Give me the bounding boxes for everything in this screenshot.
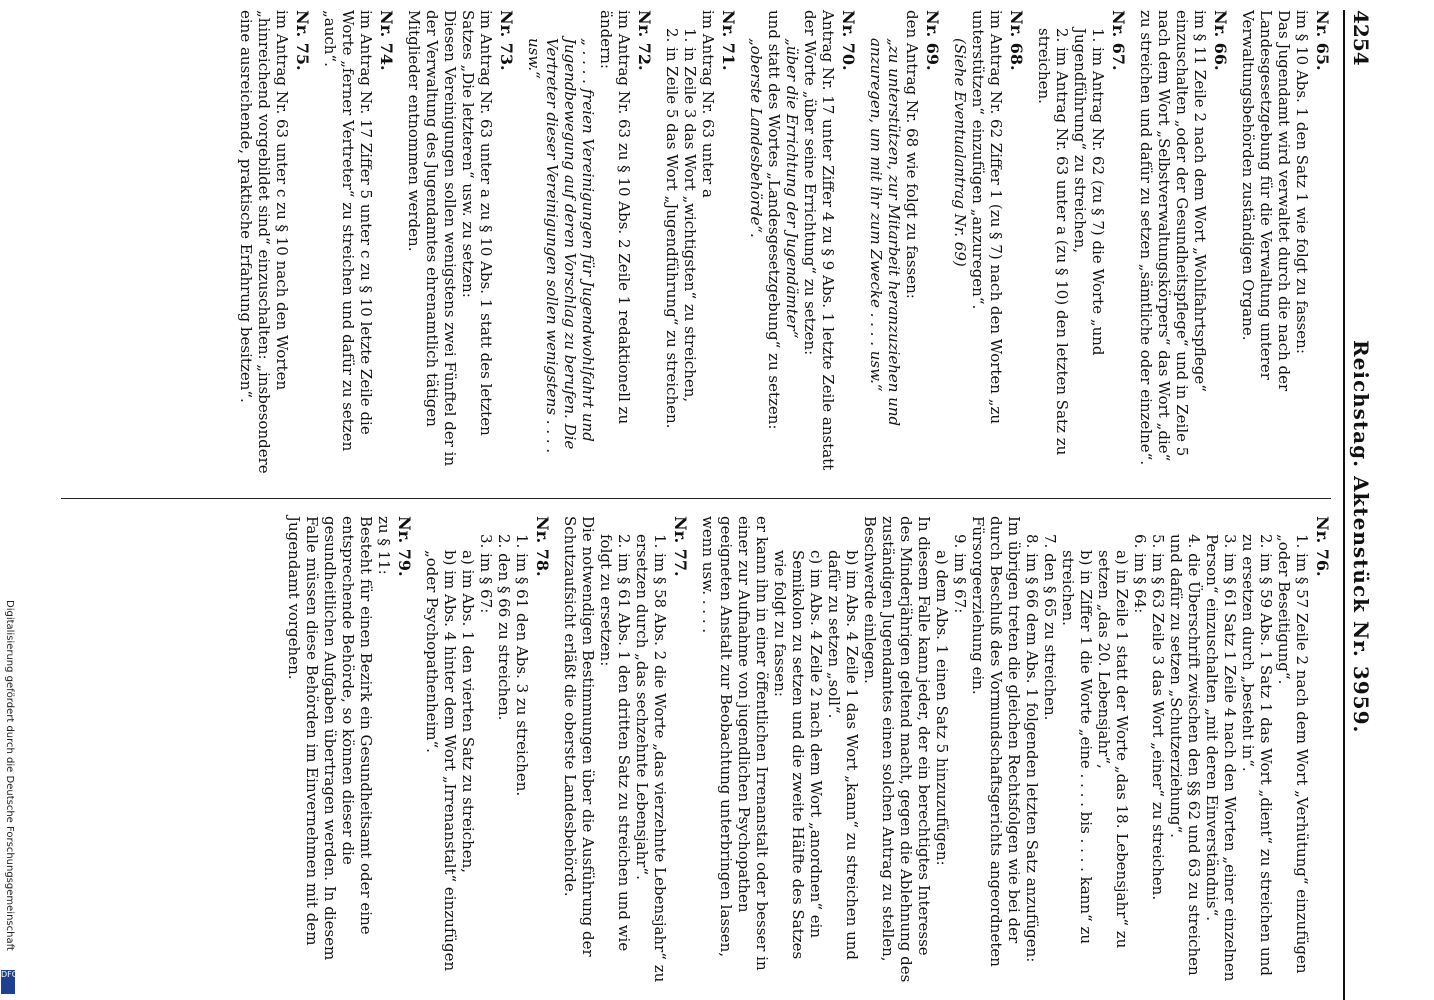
- motion-number: Nr. 69.: [923, 10, 942, 71]
- page-title: Reichstag. Aktenstück Nr. 3959.: [1349, 340, 1373, 734]
- motion-line: Die notwendigen Bestimmungen über die Ausführung der Schutzaufsicht erläßt die oberste Landesbehörde.: [561, 516, 597, 957]
- motion-line: 1. in Zeile 3 das Wort „wichtigsten“ zu streichen,: [681, 28, 699, 403]
- motion-line: 6. im § 64:: [1131, 534, 1149, 614]
- motion-line: „über die Errichtung der Jugendämter“: [783, 38, 801, 339]
- motion-line: 3. im § 61 Satz 1 Zeile 4 nach den Worten „einer einzelnen Person“ einzuschalten „mit deren Einverständnis“.: [1203, 534, 1239, 982]
- motion-line: er kann ihn in einer öffentlichen Irrenanstalt oder besser in einer zur Aufnahme von jugendlichen Psychopathen geeigneten Anstalt zur Beobachtung unterbringen lassen, wenn usw. . . . .: [699, 516, 771, 971]
- motion-line: im Antrag Nr. 62 Ziffer 1 (zu § 7) nach den Worten „zu unterstützen“ einzufügen „anzuregen“.: [969, 10, 1005, 425]
- motion-line: 9. im § 67:: [951, 534, 969, 614]
- motion-block: [747, 10, 857, 480]
- motion-block: [237, 10, 311, 480]
- motion-number: Nr. 79.: [395, 516, 414, 577]
- motion-line: b) im Abs. 4 Zeile 1 das Wort „kann“ zu streichen und dafür zu setzen „soll“.: [825, 550, 861, 961]
- motion-line: 2. im § 61 Abs. 1 den dritten Satz zu streichen und wie folgt zu ersetzen:: [597, 534, 633, 952]
- credit-text: Digitalisierung gefördert durch die Deutsche Forschungsgemeinschaft: [4, 600, 15, 951]
- motion-block: [525, 10, 653, 480]
- page-number: 4254: [1349, 10, 1373, 66]
- motion-line: 7. den § 65 zu streichen.: [1041, 534, 1059, 721]
- motion-number: Nr. 68.: [1007, 10, 1026, 71]
- motion-line: a) im Abs. 1 den vierten Satz zu streichen,: [459, 550, 477, 874]
- motion-line: 1. im § 57 Zeile 2 nach dem Wort „Verhütung“ einzufügen „oder Beseitigung“.: [1275, 534, 1311, 974]
- motion-line: 2. im Antrag Nr. 63 unter a (zu § 10) den letzten Satz zu streichen.: [1035, 28, 1071, 456]
- motion-block: [699, 516, 1331, 986]
- motion-line: a) in Zeile 1 statt der Worte „das 18. Lebensjahr“ zu setzen „das 20. Lebensjahr“,: [1095, 550, 1131, 949]
- right-column: [275, 516, 1331, 986]
- motion-number: Nr. 72.: [635, 10, 654, 71]
- rotated-document: [55, 10, 1375, 1000]
- motion-line: Diesen Vereinigungen sollen wenigstens zwei Fünftel der in der Verwaltung des Jugendamtes ehrenamtlich tätigen Mitglieder entnommen werden.: [405, 10, 459, 467]
- motion-block: [285, 516, 413, 986]
- column-divider: [61, 498, 1331, 499]
- motion-block: [321, 10, 395, 480]
- motion-line: im Antrag Nr. 17 Ziffer 5 unter c zu § 10 letzte Zeile die Worte „ferner Vertreter“ zu streichen und dafür zu setzen „auch“.: [321, 10, 375, 452]
- motion-line: In diesem Falle kann jeder, der ein berechtigtes Interesse des Minderjährigen geltend macht, gegen die Ablehnung des zuständigen Jugendamtes einen solchen Antrag zu stellen, Beschwerde einlegen.: [861, 516, 933, 983]
- motion-number: Nr. 76.: [1313, 516, 1332, 577]
- motion-line: b) in Ziffer 1 die Worte „eine . . . . bis . . . . kann“ zu streichen.: [1059, 550, 1095, 945]
- motion-line: (Siehe Eventualantrag Nr. 69): [951, 38, 969, 267]
- motion-line: 1. im § 58 Abs. 2 die Worte „das vierzehnte Lebensjahr“ zu ersetzen durch „das sechzehnte Lebensjahr“.: [633, 534, 669, 983]
- motion-block: [663, 10, 737, 480]
- motion-line: Im übrigen treten die gleichen Rechtsfolgen wie bei der durch Beschluß des Vormundschaftsgerichts angeordneten Fürsorgeerziehung ein.: [969, 516, 1023, 967]
- motion-line: im Antrag Nr. 63 unter a zu § 10 Abs. 1 statt des letzten Satzes „Die letzteren“ usw. zu setzen:: [459, 10, 495, 436]
- motion-line: „ . . . . freien Vereinigungen für Jugendwohlfahrt und Jugendbewegung auf deren Vorschlag zu berufen. Die Vertreter dieser Vereinigungen sollen wenigstens . . . . usw.“: [525, 38, 597, 454]
- motion-number: Nr. 67.: [1109, 10, 1128, 71]
- motion-number: Nr. 71.: [719, 10, 738, 71]
- motion-number: Nr. 66.: [1211, 10, 1230, 71]
- motion-line: im § 10 Abs. 1 den Satz 1 wie folgt zu fassen:: [1293, 10, 1311, 354]
- motion-number: Nr. 70.: [839, 10, 858, 71]
- motion-block: [867, 10, 941, 480]
- motion-block: [1137, 10, 1229, 480]
- motion-line: 2. den § 66 zu streichen.: [495, 534, 513, 721]
- motion-line: 3. im § 67:: [477, 534, 495, 614]
- motion-number: Nr. 75.: [293, 10, 312, 71]
- motion-line: c) im Abs. 4 Zeile 2 nach dem Wort „anordnen“ ein Semikolon zu setzen und die zweite Hälfte des Satzes wie folgt zu fassen:: [771, 550, 825, 960]
- motion-line: Besteht für einen Bezirk ein Gesundheitsamt oder eine entsprechende Behörde, so können dieser die gesundheitlichen Aufgaben übertragen werden. In diesem Falle müssen diese Behörden im Einvernehmen mit dem Jugendamt vorgehen.: [285, 516, 375, 961]
- motion-block: [405, 10, 515, 480]
- motion-number: Nr. 77.: [671, 516, 690, 577]
- motion-line: 1. im § 61 den Abs. 3 zu streichen.: [513, 534, 531, 797]
- motion-block: [951, 10, 1025, 480]
- left-column: [227, 10, 1331, 480]
- motion-block: [1035, 10, 1127, 480]
- motion-line: zu § 11:: [375, 516, 393, 575]
- motion-line: „zu unterstützen, zur Mitarbeit heranzuziehen und anzuregen, um mit ihr zum Zwecke . . . . usw.“: [867, 38, 903, 427]
- motion-line: a) dem Abs. 1 einen Satz 5 hinzuzufügen:: [933, 550, 951, 866]
- dfg-logo-text: DFG: [1, 970, 18, 979]
- dfg-logo: [1, 970, 18, 994]
- motion-line: 2. in Zeile 5 das Wort „Jugendführung“ zu streichen.: [663, 28, 681, 429]
- motion-line: im § 11 Zeile 2 nach dem Wort „Wohlfahrtspflege“ einzuschalten „oder der Gesundheitspflege“ und in Zeile 5 nach dem Wort „Selbstverwaltungskörpers“ das Wort „die“ zu streichen und dafür zu setzen „sämtliche oder einzelne“.: [1137, 10, 1209, 466]
- motion-line: den Antrag Nr. 68 wie folgt zu fassen:: [903, 10, 921, 299]
- motion-block: [1239, 10, 1331, 480]
- motion-line: im Antrag Nr. 63 unter a: [699, 10, 717, 198]
- motion-line: 5. im § 63 Zeile 3 das Wort „einer“ zu streichen.: [1149, 534, 1167, 901]
- motion-line: 1. im Antrag Nr. 62 (zu § 7) die Worte „und Jugendführung“ zu streichen,: [1071, 28, 1107, 356]
- motion-number: Nr. 74.: [377, 10, 396, 71]
- motion-line: im Antrag Nr. 63 zu § 10 Abs. 2 Zeile 1 redaktionell zu ändern:: [597, 10, 633, 425]
- motion-line: „oberste Landesbehörde“.: [747, 38, 765, 238]
- motion-line: 8. im § 66 dem Abs. 1 folgenden letzten Satz anzufügen:: [1023, 534, 1041, 963]
- motion-block: [561, 516, 689, 986]
- motion-line: im Antrag Nr. 63 unter c zu § 10 nach den Worten „hinreichend vorgebildet sind“ einzuschalten: „insbesondere eine ausreichende, praktische Erfahrung besitzen“.: [237, 10, 291, 474]
- motion-line: Antrag Nr. 17 unter Ziffer 4 zu § 9 Abs. 1 letzte Zeile anstatt der Worte „über seine Errichtung“ zu setzen:: [801, 10, 837, 471]
- page-header: [1343, 10, 1375, 1000]
- motion-line: und statt des Wortes „Landesgesetzgebung“ zu setzen:: [765, 10, 783, 430]
- motion-number: Nr. 73.: [497, 10, 516, 71]
- motion-block: [423, 516, 551, 986]
- motion-line: Das Jugendamt wird verwaltet durch die nach der Landesgesetzgebung für die Verwaltung unterer Verwaltungsbehörden zuständigen Organe.: [1239, 10, 1293, 392]
- motion-number: Nr. 78.: [533, 516, 552, 577]
- motion-line: 2. im § 59 Abs. 1 Satz 1 das Wort „dient“ zu streichen und zu ersetzen durch „besteht in“.: [1239, 534, 1275, 976]
- motion-line: b) im Abs. 4 hinter dem Wort „Irrenanstalt“ einzufügen „oder Psychopathenheim“.: [423, 550, 459, 972]
- digitization-credit: [2, 600, 16, 996]
- motion-line: 4. die Überschrift zwischen den §§ 62 und 63 zu streichen und dafür zu setzen „Schutzerziehung“.: [1167, 534, 1203, 976]
- motion-number: Nr. 65.: [1313, 10, 1332, 71]
